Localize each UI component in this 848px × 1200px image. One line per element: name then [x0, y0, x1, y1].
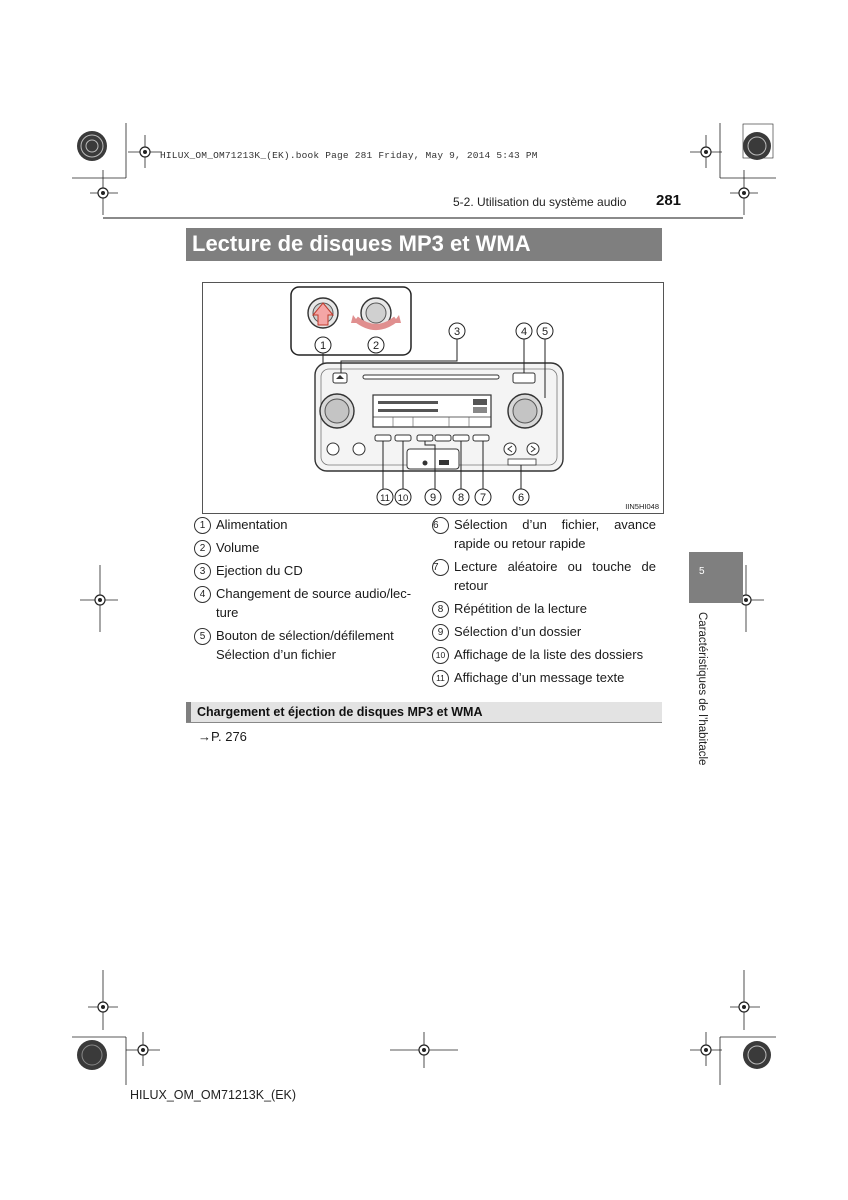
- print-info: HILUX_OM_OM71213K_(EK).book Page 281 Friday, May 9, 2014 5:43 PM: [160, 150, 538, 161]
- legend-item: [190, 515, 430, 534]
- subsection-bar: [186, 702, 662, 722]
- header-rule: [103, 217, 743, 219]
- subsection-accent: [186, 702, 191, 722]
- legend-number: 8: [432, 601, 449, 618]
- callout-10-label: 10: [397, 493, 409, 504]
- legend-number: 2: [194, 540, 211, 557]
- callout-6-label: 6: [517, 492, 525, 504]
- legend-text: Ejection du CD: [216, 563, 303, 578]
- title-bar: [186, 228, 662, 261]
- legend-item: [428, 645, 656, 664]
- legend-text: Répétition de la lecture: [454, 601, 587, 616]
- legend-number: 3: [194, 563, 211, 580]
- legend-item: [190, 538, 430, 557]
- callout-2-label: 2: [372, 340, 380, 352]
- legend-text: Affichage de la liste des dossiers: [454, 647, 644, 662]
- legend-text: Sélection d’un dossier: [454, 624, 582, 639]
- figure-code: IIN5HI048: [625, 502, 659, 511]
- page-title: Lecture de disques MP3 et WMA: [192, 231, 531, 256]
- legend-text: Bouton de sélection/défilement Sélection d’un fichier: [216, 628, 394, 662]
- legend-number: 11: [432, 670, 449, 687]
- legend-item: [190, 561, 430, 580]
- legend-item: [428, 668, 656, 687]
- legend-number: 10: [432, 647, 449, 664]
- legend-item: [428, 599, 656, 618]
- legend-left: [190, 515, 430, 668]
- audio-unit-diagram: [203, 283, 663, 513]
- footer-code: HILUX_OM_OM71213K_(EK): [130, 1088, 297, 1102]
- legend-number: 7: [432, 559, 449, 576]
- chapter-number: 5: [699, 566, 705, 577]
- section-label: 5-2. Utilisation du système audio: [453, 195, 627, 209]
- callout-5-label: 5: [541, 326, 549, 338]
- page-number: 281: [656, 192, 682, 209]
- subsection-rule: [186, 722, 662, 723]
- legend-item: [428, 557, 656, 595]
- callout-9-label: 9: [429, 492, 437, 504]
- callout-7-label: 7: [479, 492, 487, 504]
- legend-item: [428, 515, 656, 553]
- legend-number: 4: [194, 586, 211, 603]
- legend-item: [190, 584, 426, 622]
- legend-number: 1: [194, 517, 211, 534]
- page-reference-link[interactable]: →P. 276: [198, 729, 247, 744]
- legend-text: Lecture aléatoire ou touche de retour: [454, 559, 656, 593]
- callout-8-label: 8: [457, 492, 465, 504]
- legend-number: 9: [432, 624, 449, 641]
- legend-item: [428, 622, 656, 641]
- legend-text: Affichage d’un message texte: [454, 670, 625, 685]
- legend-number: 5: [194, 628, 211, 645]
- chapter-tab: [689, 552, 743, 603]
- subsection-title: Chargement et éjection de disques MP3 et WMA: [197, 705, 483, 719]
- legend-item: [190, 626, 426, 664]
- legend-text: Sélection d’un fichier, avance rapide ou retour rapide: [454, 517, 656, 551]
- legend-right: [428, 515, 656, 691]
- legend-text: Changement de source audio/lec-ture: [216, 586, 412, 620]
- callout-1-label: 1: [319, 340, 327, 352]
- callout-4-label: 4: [520, 326, 528, 338]
- chapter-label: Caractéristiques de l’habitacle: [696, 612, 708, 766]
- callout-3-label: 3: [453, 326, 461, 338]
- legend-text: Volume: [216, 540, 260, 555]
- audio-unit-figure: [202, 282, 664, 514]
- legend-number: 6: [432, 517, 449, 534]
- callout-11-label: 11: [380, 493, 390, 504]
- legend-text: Alimentation: [216, 517, 288, 532]
